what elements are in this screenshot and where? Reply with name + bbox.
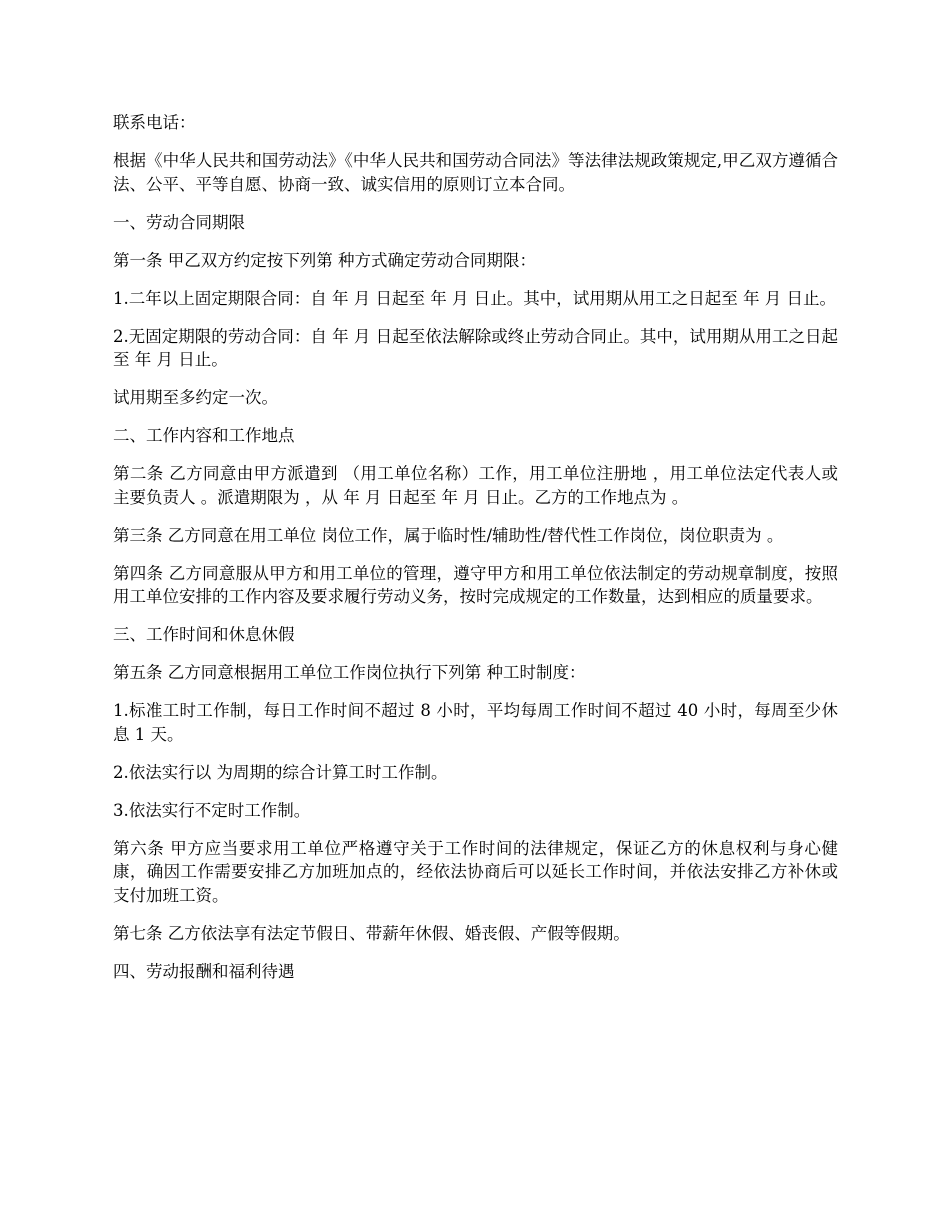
section-heading-remuneration: 四、劳动报酬和福利待遇 [113,961,295,981]
document-body [113,111,838,998]
contact-phone-label: 联系电话： [113,113,196,132]
section-heading-work-content: 二、工作内容和工作地点 [113,426,295,445]
article-5: 第五条 乙方同意根据用工单位工作岗位执行下列第 种工时制度： [113,663,586,682]
article-1-option-1: 1.二年以上固定期限合同：自 年 月 日起至 年 月 日止。其中，试用期从用工之日起至 年 月 日止。 [113,288,836,308]
article-3: 第三条 乙方同意在用工单位 岗位工作，属于临时性/辅助性/替代性工作岗位，岗位职责为 。 [113,525,784,545]
article-4: 第四条 乙方同意服从甲方和用工单位的管理，遵守甲方和用工单位依法制定的劳动规章制度，按照用工单位安排的工作内容及要求履行劳动义务，按时完成规定的工作数量，达到相应的质量要求。 [113,563,838,606]
article-6: 第六条 甲方应当要求用工单位严格遵守关于工作时间的法律规定，保证乙方的休息权利与身心健康，确因工作需要安排乙方加班加点的，经依法协商后可以延长工作时间，并依法安排乙方补休或支付加班工资。 [113,838,838,905]
article-1: 第一条 甲乙双方约定按下列第 种方式确定劳动合同期限： [113,250,536,270]
article-5-option-2: 2.依法实行以 为周期的综合计算工时工作制。 [113,762,448,782]
article-5-option-1: 1.标准工时工作制，每日工作时间不超过 8 小时，平均每周工作时间不超过 40 小时，每周至少休息 1 天。 [113,701,838,744]
article-5-option-3: 3.依法实行不定时工作制。 [113,800,311,820]
preamble-paragraph: 根据《中华人民共和国劳动法》《中华人民共和国劳动合同法》等法律法规政策规定,甲乙双方遵循合法、公平、平等自愿、协商一致、诚实信用的原则订立本合同。 [113,151,838,194]
article-2: 第二条 乙方同意由甲方派遣到 （用工单位名称）工作，用工单位注册地 ，用工单位法定代表人或主要负责人 。派遣期限为 ，从 年 月 日起至 年 月 日止。乙方的工作地点为 。 [113,464,838,507]
section-heading-working-hours: 三、工作时间和休息休假 [113,625,295,644]
article-7: 第七条 乙方依法享有法定节假日、带薪年休假、婚丧假、产假等假期。 [113,923,630,943]
probation-note: 试用期至多约定一次。 [113,388,278,407]
article-1-option-2: 2.无固定期限的劳动合同：自 年 月 日起至依法解除或终止劳动合同止。其中，试用期从用工之日起至 年 月 日止。 [113,326,838,369]
section-heading-contract-term: 一、劳动合同期限 [113,212,245,232]
